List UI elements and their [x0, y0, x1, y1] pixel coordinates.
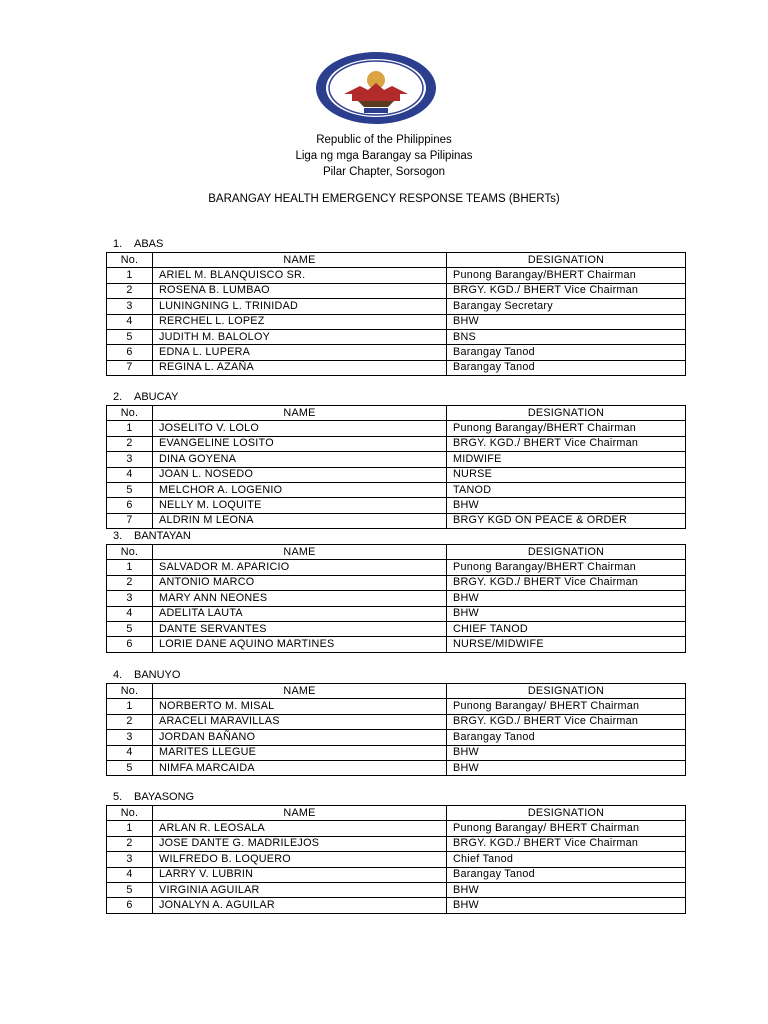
- member-designation: Punong Barangay/BHERT Chairman: [447, 268, 686, 283]
- member-name: NIMFA MARCAIDA: [153, 760, 447, 775]
- column-header-designation: DESIGNATION: [447, 806, 686, 821]
- member-name: ARIEL M. BLANQUISCO SR.: [153, 268, 447, 283]
- member-name: SALVADOR M. APARICIO: [153, 560, 447, 575]
- table-row: [107, 314, 686, 329]
- column-header-designation: DESIGNATION: [447, 684, 686, 699]
- table-row: [107, 898, 686, 913]
- section-number: 2.: [113, 391, 123, 403]
- column-header-no: No.: [107, 684, 153, 699]
- table-row: [107, 637, 686, 652]
- member-designation: BHW: [447, 314, 686, 329]
- section-number: 1.: [113, 238, 123, 250]
- member-designation: Barangay Tanod: [447, 345, 686, 360]
- member-designation: TANOD: [447, 482, 686, 497]
- member-designation: BHW: [447, 745, 686, 760]
- section-name: ABAS: [134, 238, 164, 250]
- row-number: 7: [107, 360, 153, 375]
- table-header-row: [107, 406, 686, 421]
- table-row: [107, 452, 686, 467]
- member-designation: BHW: [447, 498, 686, 513]
- row-number: 2: [107, 836, 153, 851]
- section-name: ABUCAY: [134, 391, 179, 403]
- row-number: 1: [107, 699, 153, 714]
- member-name: DINA GOYENA: [153, 452, 447, 467]
- row-number: 4: [107, 467, 153, 482]
- section-number: 5.: [113, 791, 123, 803]
- table-row: [107, 867, 686, 882]
- row-number: 6: [107, 637, 153, 652]
- member-designation: BHW: [447, 760, 686, 775]
- member-name: WILFREDO B. LOQUERO: [153, 852, 447, 867]
- column-header-name: NAME: [153, 806, 447, 821]
- member-designation: Punong Barangay/BHERT Chairman: [447, 421, 686, 436]
- section-name: BANTAYAN: [134, 530, 191, 542]
- member-name: EVANGELINE LOSITO: [153, 436, 447, 451]
- table-row: [107, 730, 686, 745]
- column-header-designation: DESIGNATION: [447, 545, 686, 560]
- table-row: [107, 482, 686, 497]
- section-title: [113, 530, 191, 543]
- row-number: 2: [107, 575, 153, 590]
- row-number: 4: [107, 745, 153, 760]
- table-header-row: [107, 253, 686, 268]
- member-name: REGINA L. AZAÑA: [153, 360, 447, 375]
- section-title: [113, 238, 163, 251]
- column-header-no: No.: [107, 806, 153, 821]
- table-row: [107, 421, 686, 436]
- section-number: 3.: [113, 530, 123, 542]
- member-name: DANTE SERVANTES: [153, 621, 447, 636]
- row-number: 1: [107, 268, 153, 283]
- member-designation: BRGY. KGD./ BHERT Vice Chairman: [447, 836, 686, 851]
- member-name: JUDITH M. BALOLOY: [153, 329, 447, 344]
- table-header-row: [107, 806, 686, 821]
- member-name: ROSENA B. LUMBAO: [153, 283, 447, 298]
- member-designation: BRGY. KGD./ BHERT Vice Chairman: [447, 283, 686, 298]
- table-row: [107, 745, 686, 760]
- table-row: [107, 268, 686, 283]
- member-name: NELLY M. LOQUITE: [153, 498, 447, 513]
- section-number: 4.: [113, 669, 123, 681]
- table-row: [107, 360, 686, 375]
- member-designation: Barangay Tanod: [447, 730, 686, 745]
- table-header-row: [107, 684, 686, 699]
- row-number: 5: [107, 329, 153, 344]
- member-name: LORIE DANE AQUINO MARTINES: [153, 637, 447, 652]
- table-header-row: [107, 545, 686, 560]
- row-number: 3: [107, 730, 153, 745]
- row-number: 3: [107, 299, 153, 314]
- member-designation: BRGY KGD ON PEACE & ORDER: [447, 513, 686, 528]
- table-row: [107, 345, 686, 360]
- member-designation: MIDWIFE: [447, 452, 686, 467]
- table-row: [107, 714, 686, 729]
- row-number: 6: [107, 498, 153, 513]
- bhert-table: [106, 805, 686, 914]
- member-name: MARY ANN NEONES: [153, 591, 447, 606]
- column-header-name: NAME: [153, 253, 447, 268]
- member-name: NORBERTO M. MISAL: [153, 699, 447, 714]
- section-title: [113, 791, 194, 804]
- table-row: [107, 882, 686, 897]
- member-designation: BRGY. KGD./ BHERT Vice Chairman: [447, 714, 686, 729]
- member-designation: Barangay Tanod: [447, 867, 686, 882]
- row-number: 1: [107, 560, 153, 575]
- row-number: 6: [107, 898, 153, 913]
- table-row: [107, 836, 686, 851]
- table-row: [107, 591, 686, 606]
- row-number: 4: [107, 314, 153, 329]
- member-designation: BNS: [447, 329, 686, 344]
- member-name: EDNA L. LUPERA: [153, 345, 447, 360]
- row-number: 5: [107, 882, 153, 897]
- column-header-no: No.: [107, 406, 153, 421]
- member-name: JOAN L. NOSEDO: [153, 467, 447, 482]
- member-designation: NURSE: [447, 467, 686, 482]
- row-number: 2: [107, 714, 153, 729]
- row-number: 5: [107, 482, 153, 497]
- document-header: [0, 132, 768, 180]
- table-row: [107, 436, 686, 451]
- member-designation: Chief Tanod: [447, 852, 686, 867]
- member-designation: Barangay Secretary: [447, 299, 686, 314]
- table-row: [107, 467, 686, 482]
- row-number: 5: [107, 621, 153, 636]
- table-row: [107, 621, 686, 636]
- column-header-name: NAME: [153, 545, 447, 560]
- table-row: [107, 760, 686, 775]
- table-row: [107, 299, 686, 314]
- member-name: MELCHOR A. LOGENIO: [153, 482, 447, 497]
- member-name: JOSE DANTE G. MADRILEJOS: [153, 836, 447, 851]
- column-header-designation: DESIGNATION: [447, 253, 686, 268]
- member-name: ALDRIN M LEONA: [153, 513, 447, 528]
- table-row: [107, 575, 686, 590]
- row-number: 2: [107, 436, 153, 451]
- header-liga: Liga ng mga Barangay sa Pilipinas: [295, 150, 473, 162]
- member-designation: BRGY. KGD./ BHERT Vice Chairman: [447, 575, 686, 590]
- row-number: 1: [107, 421, 153, 436]
- section-title: [113, 669, 180, 682]
- member-name: LUNINGNING L. TRINIDAD: [153, 299, 447, 314]
- table-row: [107, 852, 686, 867]
- table-row: [107, 606, 686, 621]
- column-header-no: No.: [107, 545, 153, 560]
- member-name: ANTONIO MARCO: [153, 575, 447, 590]
- member-name: JORDAN BAÑANO: [153, 730, 447, 745]
- table-row: [107, 821, 686, 836]
- bhert-table: [106, 252, 686, 376]
- member-designation: BHW: [447, 882, 686, 897]
- member-designation: Barangay Tanod: [447, 360, 686, 375]
- row-number: 7: [107, 513, 153, 528]
- liga-seal-logo: [314, 50, 438, 126]
- row-number: 2: [107, 283, 153, 298]
- header-republic: Republic of the Philippines: [316, 134, 452, 146]
- column-header-name: NAME: [153, 406, 447, 421]
- table-row: [107, 283, 686, 298]
- row-number: 6: [107, 345, 153, 360]
- member-name: RERCHEL L. LOPEZ: [153, 314, 447, 329]
- member-designation: Punong Barangay/ BHERT Chairman: [447, 821, 686, 836]
- bhert-table: [106, 544, 686, 653]
- member-designation: Punong Barangay/BHERT Chairman: [447, 560, 686, 575]
- row-number: 3: [107, 452, 153, 467]
- member-name: ARLAN R. LEOSALA: [153, 821, 447, 836]
- member-name: LARRY V. LUBRIN: [153, 867, 447, 882]
- member-name: JOSELITO V. LOLO: [153, 421, 447, 436]
- member-designation: NURSE/MIDWIFE: [447, 637, 686, 652]
- table-row: [107, 699, 686, 714]
- bhert-table: [106, 683, 686, 776]
- member-name: MARITES LLEGUE: [153, 745, 447, 760]
- row-number: 4: [107, 867, 153, 882]
- table-row: [107, 329, 686, 344]
- table-row: [107, 498, 686, 513]
- column-header-name: NAME: [153, 684, 447, 699]
- bhert-table: [106, 405, 686, 529]
- row-number: 4: [107, 606, 153, 621]
- member-name: VIRGINIA AGUILAR: [153, 882, 447, 897]
- member-designation: BRGY. KGD./ BHERT Vice Chairman: [447, 436, 686, 451]
- row-number: 1: [107, 821, 153, 836]
- section-name: BAYASONG: [134, 791, 195, 803]
- section-name: BANUYO: [134, 669, 181, 681]
- table-row: [107, 560, 686, 575]
- row-number: 5: [107, 760, 153, 775]
- header-chapter: Pilar Chapter, Sorsogon: [322, 166, 446, 178]
- member-designation: BHW: [447, 591, 686, 606]
- member-designation: CHIEF TANOD: [447, 621, 686, 636]
- row-number: 3: [107, 852, 153, 867]
- member-name: ADELITA LAUTA: [153, 606, 447, 621]
- column-header-designation: DESIGNATION: [447, 406, 686, 421]
- member-designation: BHW: [447, 898, 686, 913]
- column-header-no: No.: [107, 253, 153, 268]
- section-title: [113, 391, 178, 404]
- member-name: JONALYN A. AGUILAR: [153, 898, 447, 913]
- member-designation: BHW: [447, 606, 686, 621]
- row-number: 3: [107, 591, 153, 606]
- document-title: BARANGAY HEALTH EMERGENCY RESPONSE TEAMS (BHERTs): [208, 193, 560, 205]
- table-row: [107, 513, 686, 528]
- member-designation: Punong Barangay/ BHERT Chairman: [447, 699, 686, 714]
- member-name: ARACELI MARAVILLAS: [153, 714, 447, 729]
